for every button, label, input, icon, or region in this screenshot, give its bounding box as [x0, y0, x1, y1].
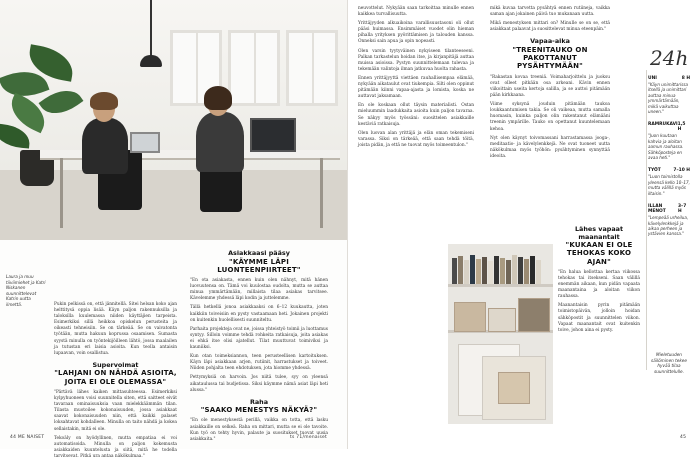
body-paragraph: mikä kuvaa tarvetta pysähtyä ennen rutiineja, vaikka saman ajan jokainen päivä tuo mukanaan uutta.: [490, 6, 610, 18]
sidebar-item: [648, 122, 690, 160]
book: [464, 260, 469, 284]
section-quote: "LAHJANI ON NÄHDÄ ASIOITA, JOITA EI OLE OLEMASSA": [54, 369, 177, 386]
sidebar-item-text: "Luon toimistolla yleensä kello 10–17, mutta välillä myös iltaisin.": [648, 174, 690, 196]
book: [488, 261, 493, 284]
photo-window: [286, 30, 338, 106]
sidebar-item: [648, 76, 690, 114]
sidebar-item-label: TYÖT: [648, 168, 661, 174]
book: [452, 258, 457, 284]
photo-lamp: [140, 55, 162, 67]
body-paragraph: En ole koskaan ollut täysin materialisti. Ostan mieluummin laadukkaita asioita kuin paljon tavaraa. Se näkyy myös työssäni: suosittelen asiakkaille kestäviä ratkaisuja.: [358, 103, 474, 127]
intro-paragraph: Pukin pelkissä on, että jännitellä. Sitei helsan koko ajan helttitysä oppia lisää. Käyn paljon rakennuksilla ja taloksilla kuulemassa niiden käyttäjien tarpeista. Esimerkiksi sillä heikkoa opiskelun perusteita ja oikeasti tehneisiin. Se on tärkeää. Se on vaivatonta työtään, mutta hakuun koprussa osaamisen. Sumasta syystä minulla on työntekijöilleen lähtö, jossa maalailen ja tutustan eri laisia asioita. Kun teolla antaisin lupaavan, voin osallistua.: [54, 302, 177, 356]
book: [512, 255, 517, 284]
sidebar-item-text: "Lempeää urheilua, kävelylenkkejä ja aikaa perheen ja ystävien kanssa.": [648, 215, 689, 237]
storage-box: [488, 308, 516, 332]
raha-head: [190, 399, 328, 415]
sidebar-item: [648, 204, 690, 237]
body-paragraph: Ennen yrittäjyyttä viettäen rauhallisempaa elämää, nykyään aikataulut ovat tiukempia. Silti olen oppinut pitämään kiinni vapaa-ajasta ja lomista, koska ne auttavat jaksamaan.: [358, 75, 474, 100]
body-paragraph: "En ota asiakasta, ennen kuin olen nähnyt, mitä hänen luovuutensa on. Tämä voi kuulostaa oudolta, mutta se auttaa minua ymmärtämään, millaista tilaa asiakas tarvitsee. Kävelemme yhdessä läpi kodin ja juttelemme.: [190, 278, 328, 302]
body-paragraph: "Pärtävä lähes kaiken mittasuhteessa. Esimerkiksi kylpyhuoneen voisi suunnitella siten, että saitteet eivät tavaraan ominaisuuksia vaan mielekkäämmän tilan. Tilasta muotoilee kokonaisuuden, jossa asiakkaat saavat kokonaisuuden niin, että kaikki palaset loksahtavat kohdalleen. Minulla on taito nähdä ja kokea sellaistakin, mitä ei ole.: [54, 389, 177, 432]
book-row: [452, 254, 547, 284]
photo-lamp-cord: [150, 0, 152, 55]
body-paragraph: Yrittäjyyden alkuaikoina varallisuustasoni oli ollut pääsi huimassa. Ensimmäiset vuodet olin hieman pihalla yrityksen pyörittämisen ja talouden kanssa. Onneksi sain apua ja opin nopeasti.: [358, 21, 474, 45]
left-page: [0, 0, 348, 459]
raha-title: Raha: [249, 397, 269, 406]
book: [458, 256, 463, 284]
body-paragraph: Nyt olen käynyt toivomassani harrastamassa jooga-, meditaatio- ja kävelylenkkejä. Ne ovat tuoneet uutta näkökulmaa myös työhön: pysähtyminen synnyttää ideoita.: [490, 135, 610, 159]
book: [536, 260, 541, 284]
shelf-plank: [448, 284, 553, 287]
desk-leg: [320, 158, 323, 228]
column-middle: [190, 250, 328, 446]
book: [506, 260, 511, 284]
sidebar-item-label: ILLAN MENOT: [648, 204, 666, 215]
material-sample: [498, 372, 530, 404]
interview-head: [190, 250, 328, 274]
sidebar-item-time: 7–10 H: [673, 168, 690, 174]
body-paragraph: "En ole menestyksestä perillä, vaikka on totta, että lasku asiakkaille on selkeä. Raha on mittari, mutta se ei ole tavoite. Kun työ on tehty hyvin, palaute ja suositukset tuovat uusia asiakkaita.": [190, 418, 328, 442]
body-paragraph: Tällä hetkellä jonoa asiakkaaksi on 6–12 kuukautta, joten kaikkiin toiveisiin en pysty vastaamaan heti. Jokainen projekti on kuitenkin huolellisesti suunniteltu.: [190, 305, 328, 323]
right-page: [348, 0, 696, 449]
desk-leg: [60, 158, 63, 228]
sidebar-title: 24h: [650, 46, 689, 70]
book: [500, 258, 505, 284]
sidebar-24h: [648, 46, 690, 245]
office-photo: [0, 0, 348, 240]
interview-title: Asiakkaasi pääsy: [228, 249, 290, 257]
book: [494, 256, 499, 284]
photo-person: [82, 118, 128, 174]
body-paragraph: Parhaita projekteja ovat ne, joissa yhteistyö toimii ja luottamus syntyy. Silloin voimme tehdä rohkeita ratkaisuja, joita asiakas ei ehkä itse olisi ajatellut. Tilat muuttuvat toimiviksi ja kauniiksi.: [190, 326, 328, 351]
body-paragraph: Maanantaisin pyrin pitämään toimistopäivän, jolloin hoidan sähköpostit ja suunnittelen viikon. Vapaat maanantait ovat kuitenkin toive, johon aina ei pysty.: [558, 303, 640, 333]
photo-person-hair: [204, 86, 232, 110]
photo-laptop: [130, 132, 160, 153]
storage-box: [518, 298, 550, 332]
raha-quote: "SAAKO MENESTYS NÄKYÄ?": [200, 406, 318, 415]
book: [530, 256, 535, 284]
photo-caption: Laura ja muu tiiviimiehet ja Katri Niskanen suunnittelevat Katrin uutta ilmettä.: [6, 274, 46, 307]
body-paragraph: Olen luovan alan yrittäjä ja elän oman tekemiseni varassa. Siksi on tärkeää, että saan tehdä töitä, joista pidän, ja että ne tuovat myös toimeentulon.": [358, 130, 474, 148]
sidebar-item-time: 8 H: [681, 76, 690, 81]
vapaa-title: Vapaa-aika: [530, 37, 570, 46]
section-head: [54, 362, 177, 386]
book: [518, 257, 523, 284]
sidebar-item-time: 1,5 H: [677, 122, 686, 133]
body-paragraph: Tekoäly on hyödyllinen, mutta empatiaa ei voi automatisoida. Minulla on paljon kokemusta asiakkaiden kuuntelusta ja siitä, mitä he todella tarvitsevat. Pitkä ura antaa näkökulmaa.": [54, 435, 177, 459]
column-right-3: [558, 226, 640, 337]
body-paragraph: Kun otan toimeksiannon, teen perusteellisen kartoituksen. Käyn läpi asiakkaan arjen, rutiinit, harrastukset ja toiveet. Niiden pohjalta teen ehdotuksen, jota hiomme yhdessä.: [190, 354, 328, 372]
book: [476, 259, 481, 284]
sidebar-item-text: "Käyn unimittarissa itsellä ja unimittari auttaa minua ymmärtämään, mikä vaikuttaa uneen.": [648, 82, 689, 115]
body-paragraph: Olen varsin tyytyväinen nykyiseen tilanteeseeni. Palkan tarkastelun hoidan itse, ja kirjanpitäjä auttaa muissa asioissa. Pystyn suunnittelemaan tulevaa ja tekemään valintoja ilman jatkuvaa huolta rahasta.: [358, 48, 474, 72]
column-right-2: [490, 6, 610, 163]
body-paragraph: Mikä menestyksen mittari on? Minulle se on se, että asiakkaat palaavat ja suosittelevat minua eteenpäin.": [490, 21, 610, 33]
storage-box: [454, 302, 486, 332]
sidebar-item-label: RAMRUKAVI: [648, 122, 678, 128]
lahes-quote: "KUKAAN EI OLE TEHOKAS KOKO AJAN": [565, 241, 633, 266]
body-paragraph: Viime syksynä jouduin pitämään taukoa loukkaantumisen takia. Se oli vaikeaa, mutta samalla huomasin, kuinka paljon olin rakentanut elämääni treenin ympärille. Tauko on opettanut kuuntelemaan kehoa.: [490, 102, 610, 132]
body-paragraph: "En halua kellottaa kertaa viikossa tehokas tai itsekseni. Saan välillä enemmän aikaan, kun pidän vapaata maanantaina ja aloitan viikon rauhassa.: [558, 269, 640, 300]
lahes-title: Lähes vapaat maanantait: [574, 225, 624, 241]
book: [524, 259, 529, 284]
section-title: Supervoimat: [92, 360, 139, 369]
photo-person: [196, 112, 244, 172]
book: [470, 255, 475, 284]
lahes-head: [558, 226, 640, 266]
body-paragraph: neuvottelut. Nykyään saan tarkoittaa minulle ennen kaikkea turvallisuutta.: [358, 6, 474, 18]
body-paragraph: "Rakastan kovaa treeniä. Voimaharjoittelu ja juoksu ovat olleet pitkään osa arkeani. Kävin ennen viikoittain useita kertoja salilla, ja se auttoi pitämään pään kirkkaana.: [490, 74, 610, 99]
photo-window: [228, 30, 280, 106]
vapaa-head: [490, 38, 610, 70]
folio-left: 44 ME NAISET: [10, 435, 45, 440]
book: [482, 257, 487, 284]
folio-center: ts 71/menaiset: [290, 435, 328, 440]
column-left: [54, 302, 177, 463]
sidebar-item-time: 3–7 H: [677, 204, 687, 215]
sidebar-item-label: UNI: [648, 76, 657, 81]
body-paragraph: Pettymyksiä on harvoin. Jos niitä tulee, syy on yleensä aikataulussa tai budjetissa. Siksi käymme nämä asiat läpi heti alussa.": [190, 375, 328, 393]
folio-right: 45: [680, 435, 687, 440]
column-right-1: [358, 6, 474, 152]
photo-person-hair: [90, 92, 118, 110]
interview-quote: "KÄYMME LÄPI LUONTEENPIIRTEET": [217, 257, 301, 274]
sidebar-item: [648, 168, 690, 196]
sidebar-item-text: "Juon kuutaan kahvia ja aloitan aamun rauhassa. Sähköposteja en avaa heti.": [648, 133, 684, 161]
vapaa-quote: "TREENITAUKO ON PAKOTTANUT PYSÄHTYMÄÄN": [512, 45, 588, 71]
shelf-photo-caption: Mieletuuden säilöminen tekee hyvää tilaa suunnittelulle.: [651, 352, 687, 374]
photo-monitor: [250, 118, 296, 152]
sidebar-rule: [646, 70, 647, 370]
shelf-photo: [448, 244, 553, 424]
